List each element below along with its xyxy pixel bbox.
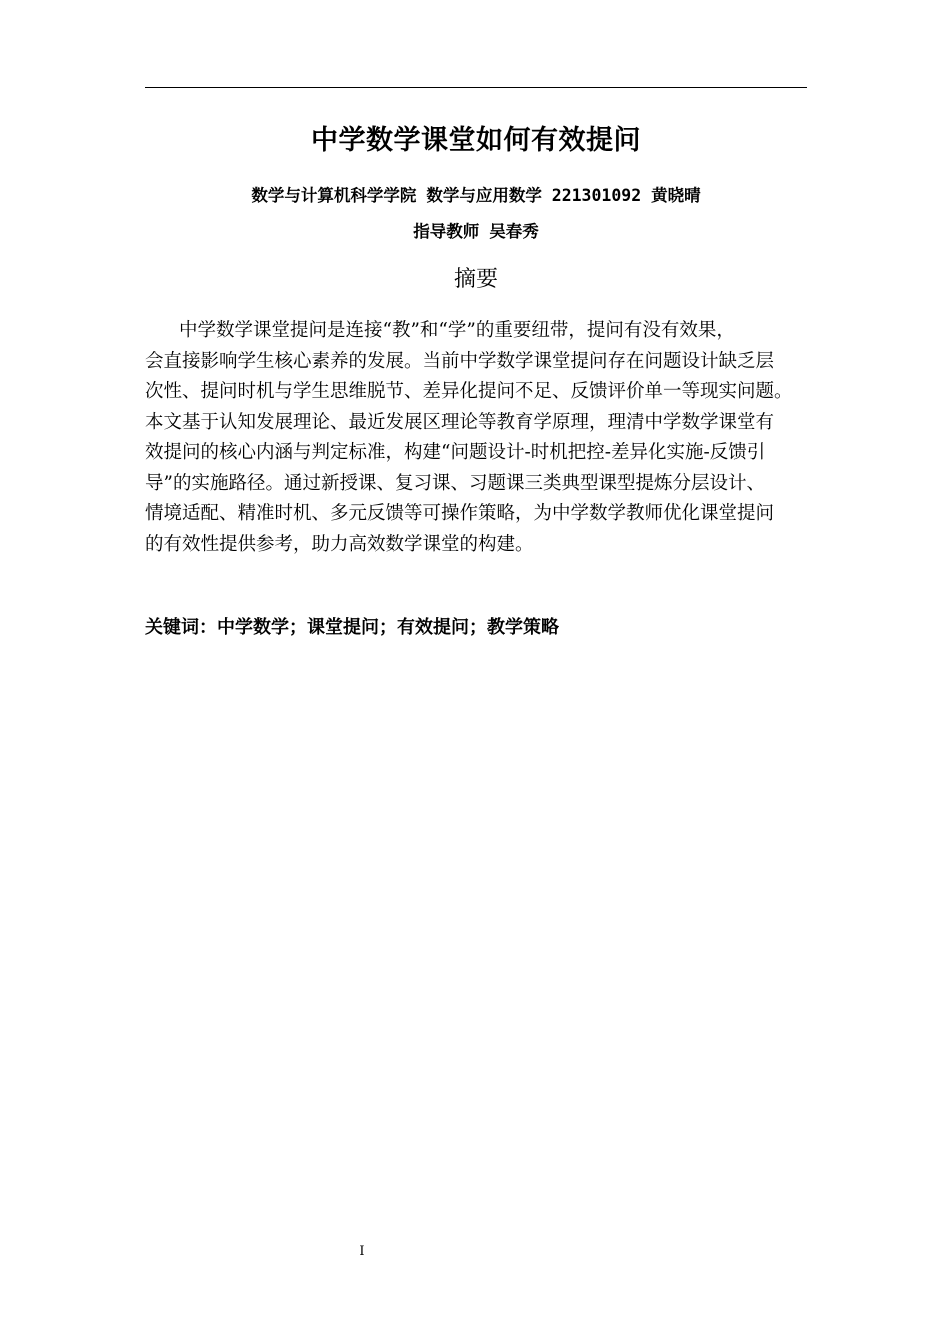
abstract-body (145, 316, 807, 560)
abstract-line: 导”的实施路径。通过新授课、复习课、习题课三类典型课型提炼分层设计、 (145, 472, 765, 494)
page-number: I (359, 1244, 365, 1259)
author-line: 数学与计算机科学学院 数学与应用数学 221301092 黄晓晴 (251, 186, 701, 205)
document-title: 中学数学课堂如何有效提问 (311, 125, 641, 156)
abstract-line: 效提问的核心内涵与判定标准，构建“问题设计-时机把控-差异化实施-反馈引 (145, 442, 766, 463)
abstract-line: 情境适配、精准时机、多元反馈等可操作策略，为中学数学教师优化课堂提问 (145, 503, 775, 524)
abstract-line: 次性、提问时机与学生思维脱节、差异化提问不足、反馈评价单一等现实问题。 (145, 381, 793, 402)
header-rule (145, 87, 807, 88)
advisor-line: 指导教师 吴春秀 (413, 222, 539, 241)
abstract-line: 本文基于认知发展理论、最近发展区理论等教育学原理，理清中学数学课堂有 (145, 411, 775, 433)
abstract-line: 中学数学课堂提问是连接“教”和“学”的重要纽带，提问有没有效果， (179, 320, 735, 341)
keywords-line: 关键词：中学数学；课堂提问；有效提问；教学策略 (145, 617, 559, 638)
abstract-heading: 摘要 (453, 267, 498, 292)
abstract-line: 的有效性提供参考，助力高效数学课堂的构建。 (145, 533, 534, 555)
abstract-line: 会直接影响学生核心素养的发展。当前中学数学课堂提问存在问题设计缺乏层 (145, 350, 775, 372)
